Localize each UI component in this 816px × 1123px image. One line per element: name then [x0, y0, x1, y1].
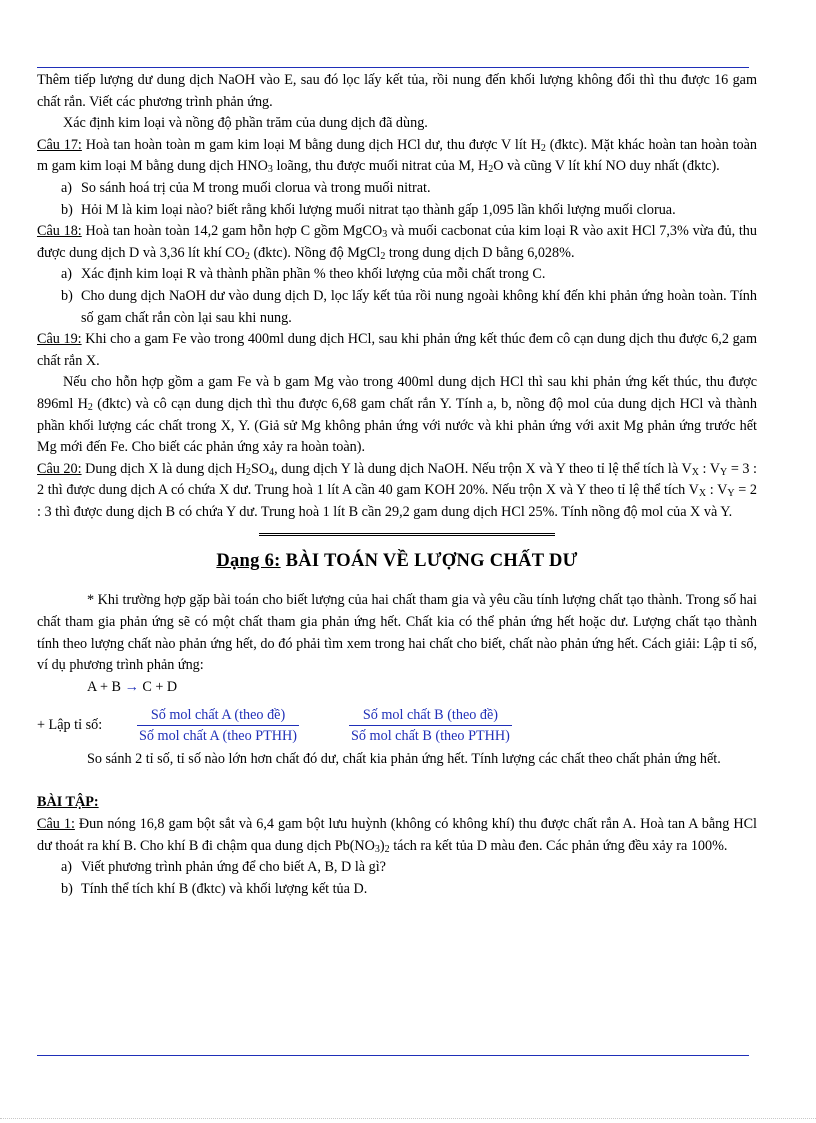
- question-18-label: Câu 18:: [37, 223, 82, 240]
- exercise-1-item-a: a) Viết phương trình phản ứng để cho biết A, B, D là gì?: [61, 859, 386, 876]
- continuation-question: Xác định kim loại và nồng độ phần trăm của dung dịch đã dùng.: [63, 115, 428, 132]
- question-17: Câu 17: Hoà tan hoàn toàn m gam kim loại M bằng dung dịch HCl dư, thu được V lít $H_2$ (đktc). Mặt khác hoàn tan hoàn toàn m gam kim loại M bằng dung dịch $HNO_3$ loãng, thu được muối nitrat của M, $H_2O$ và cũng V lít khí NO duy nhất (đktc).: [37, 136, 758, 176]
- exercise-1-item-b: b) Tính thể tích khí B (đktc) và khối lượng kết tủa D.: [61, 880, 368, 897]
- exercise-1-label: Câu 1:: [37, 816, 75, 833]
- question-18: Câu 18: Hoà tan hoàn toàn 14,2 gam hỗn hợp C gồm MgCO$_3$ và muối cacbonat của kim loại R vào axit HCl 7,3% vừa đủ, thu được dung dịch D và 3,36 lít khí $CO_2$ (đktc). Nồng độ MgCl$_2$ trong dung dịch D bằng 6,028%.: [37, 223, 757, 262]
- question-19-label: Câu 19:: [37, 331, 82, 348]
- reaction-arrow-icon: →: [124, 678, 139, 695]
- exercise-1: Câu 1: Đun nóng 16,8 gam bột sắt và 6,4 gam bột lưu huỳnh (không có không khí) thu được chất rắn A. Hoà tan A bằng HCl dư thoát ra khí B. Cho khí B đi chậm qua dung dịch $Pb(NO_3)_2$ tách ra kết tủa D màu đen. Các phản ứng đều xảy ra 100%.: [37, 816, 757, 855]
- intro-paragraph: * Khi trường hợp gặp bài toán cho biết lượng của hai chất tham gia và yêu cầu tính lượng chất tạo thành. Trong số hai chất tham gia phản ứng sẽ có một chất tham gia phản ứng hết. Chất kia có thể phản ứng hết hoặc dư. Lượng chất tạo thành tính theo lượng chất nào phản ứng hết, do đó phải tìm xem trong hai chất cho biết, chất nào phản ứng hết. Cách giải: Lập tỉ số, ví dụ phương trình phản ứng:: [37, 592, 757, 674]
- question-20: Câu 20: Dung dịch X là dung dịch $H_2SO_4$, dung dịch Y là dung dịch NaOH. Nếu trộn X và Y theo tỉ lệ thể tích là $V_X$ : $V_Y = 3$ : 2 thì được dung dịch A có chứa X dư. Trung hoà 1 lít A cần 40 gam KOH 20%. Nếu trộn X và Y theo tỉ lệ thể tích $V_X$ : $V_Y = 2$ : 3 thì được dung dịch B có chứa Y dư. Trung hoà 1 lít B cần 29,2 gam dung dịch HCl 25%. Tính nồng độ mol của X và Y.: [37, 460, 757, 520]
- footer-rule: [37, 1055, 749, 1056]
- ratio-label: + Lập tỉ số:: [37, 717, 103, 734]
- question-18-item-b: b) Cho dung dịch NaOH dư vào dung dịch D, lọc lấy kết tủa rồi nung ngoài không khí đến khi phản ứng hoàn toàn. Tính số gam chất rắn còn lại sau khi nung.: [61, 287, 757, 326]
- compare-paragraph: So sánh 2 tỉ số, tỉ số nào lớn hơn chất đó dư, chất kia phản ứng hết. Tính lượng các chất theo chất phản ứng hết.: [87, 750, 721, 767]
- document-page: [37, 70, 757, 900]
- continuation-paragraph: Thêm tiếp lượng dư dung dịch NaOH vào E, sau đó lọc lấy kết tủa, rồi nung đến khối lượng không đổi thì thu được 16 gam chất rắn. Viết các phương trình phản ứng.: [37, 72, 757, 110]
- ratio-row: [37, 703, 757, 749]
- question-18-item-a: a) Xác định kim loại R và thành phần phần % theo khối lượng của mỗi chất trong C.: [61, 266, 546, 283]
- exercises-title: BÀI TẬP:: [37, 794, 99, 811]
- question-17-label: Câu 17:: [37, 136, 82, 153]
- question-17-item-a: a) So sánh hoá trị của M trong muối clorua và trong muối nitrat.: [61, 179, 431, 196]
- ratio-fraction-b: $\frac{\text{Số mol chất B (theo đề)}}{\text{Số mol chất B (theo PTHH)}}$: [351, 707, 510, 745]
- header-rule: [37, 67, 749, 68]
- question-17-item-b: b) Hỏi M là kim loại nào? biết rằng khối lượng muối nitrat tạo thành gấp 1,095 lần khối lượng muối clorua.: [61, 201, 676, 218]
- question-20-label: Câu 20:: [37, 460, 82, 477]
- reaction-equation: A + B → C + D: [87, 678, 178, 695]
- ratio-fraction-a: $\frac{\text{Số mol chất A (theo đề)}}{\text{Số mol chất A (theo PTHH)}}$: [139, 707, 298, 745]
- section-separator: [259, 533, 555, 538]
- question-19-part-2: Nếu cho hỗn hợp gồm a gam Fe và b gam Mg vào trong 400ml dung dịch HCl thì sau khi phản ứng kết thúc, thu được 896ml $H_2$ (đktc) và cô cạn dung dịch thì thu được 6,68 gam chất rắn Y. Tính a, b, nồng độ mol của dung dịch HCl và thành phần khối lượng các chất trong X, Y. (Giả sử Mg không phản ứng với nước và khi phản ứng với axit Mg phản ứng trước hết Mg mới đến Fe. Cho biết các phản ứng xảy ra hoàn toàn).: [37, 374, 757, 456]
- section-heading: Dạng 6: BÀI TOÁN VỀ LƯỢNG CHẤT DƯ: [216, 551, 578, 572]
- page-edge: [0, 1118, 816, 1119]
- question-19: Câu 19: Khi cho a gam Fe vào trong 400ml dung dịch HCl, sau khi phản ứng kết thúc đem cô cạn dung dịch thu được 6,2 gam chất rắn X.: [37, 331, 757, 369]
